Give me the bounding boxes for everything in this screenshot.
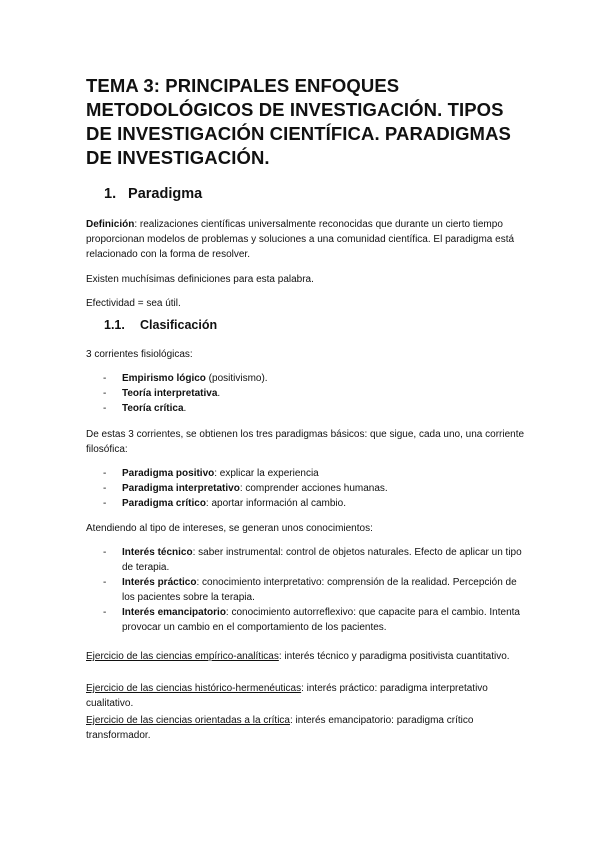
paragraph-ejercicio-empirico: Ejercicio de las ciencias empírico-analíticas: interés técnico y paradigma positivista cuantitativo. bbox=[86, 651, 510, 662]
paragraph-effectiveness: Efectividad = sea útil. bbox=[86, 298, 181, 309]
paragraph-paradigmas-intro: De estas 3 corrientes, se obtienen los tres paradigmas básicos: que sigue, cada uno, una corriente filosófica: bbox=[86, 429, 525, 455]
definition-label: Definición bbox=[86, 219, 135, 230]
paragraph-intereses-intro: Atendiendo al tipo de intereses, se generan unos conocimientos: bbox=[86, 523, 373, 534]
list-corrientes bbox=[86, 371, 526, 416]
list-item: - Teoría crítica. bbox=[103, 403, 187, 414]
section-title: Paradigma bbox=[128, 186, 203, 202]
list-paradigmas bbox=[86, 466, 526, 511]
subsection-heading-clasificacion bbox=[104, 318, 217, 332]
list-item: - Interés práctico: conocimiento interpretativo: comprensión de la realidad. Percepción de los pacientes sobre la terapia. bbox=[103, 577, 517, 603]
paragraph-ejercicio-critica: Ejercicio de las ciencias orientadas a la crítica: interés emancipatorio: paradigma crítico transformador. bbox=[86, 715, 474, 741]
list-item: - Paradigma crítico: aportar información al cambio. bbox=[103, 498, 346, 509]
section-number: 1. bbox=[104, 186, 117, 202]
section-heading-paradigma bbox=[104, 186, 202, 202]
subsection-title: Clasificación bbox=[140, 318, 218, 332]
list-item: - Paradigma interpretativo: comprender acciones humanas. bbox=[103, 483, 388, 494]
definition-text: : realizaciones científicas universalmente reconocidas que durante un cierto tiempo proporcionan modelos de problemas y soluciones a una comunidad científica. El paradigma está relacionado con la forma de resolver. bbox=[86, 219, 515, 260]
definition-paragraph bbox=[86, 217, 526, 262]
list-item: - Teoría interpretativa. bbox=[103, 388, 221, 399]
subsection-number: 1.1. bbox=[104, 318, 125, 332]
list-item: - Interés técnico: saber instrumental: control de objetos naturales. Efecto de aplicar un tipo de terapia. bbox=[103, 547, 522, 573]
paragraph-corrientes-intro: 3 corrientes fisiológicas: bbox=[86, 349, 193, 360]
document-title: TEMA 3: PRINCIPALES ENFOQUES METODOLÓGICOS DE INVESTIGACIÓN. TIPOS DE INVESTIGACIÓN CIENTÍFICA. PARADIGMAS DE INVESTIGACIÓN. bbox=[86, 75, 511, 168]
paragraph-ejercicio-historico: Ejercicio de las ciencias histórico-hermenéuticas: interés práctico: paradigma interpretativo cualitativo. bbox=[86, 683, 488, 709]
paragraph-definitions: Existen muchísimas definiciones para esta palabra. bbox=[86, 274, 314, 285]
list-item: - Interés emancipatorio: conocimiento autorreflexivo: que capacite para el cambio. Intenta provocar un cambio en el comportamiento de los pacientes. bbox=[103, 607, 520, 633]
list-item: - Empirismo lógico (positivismo). bbox=[103, 373, 268, 384]
list-intereses bbox=[86, 545, 526, 635]
list-item: - Paradigma positivo: explicar la experiencia bbox=[103, 468, 319, 479]
